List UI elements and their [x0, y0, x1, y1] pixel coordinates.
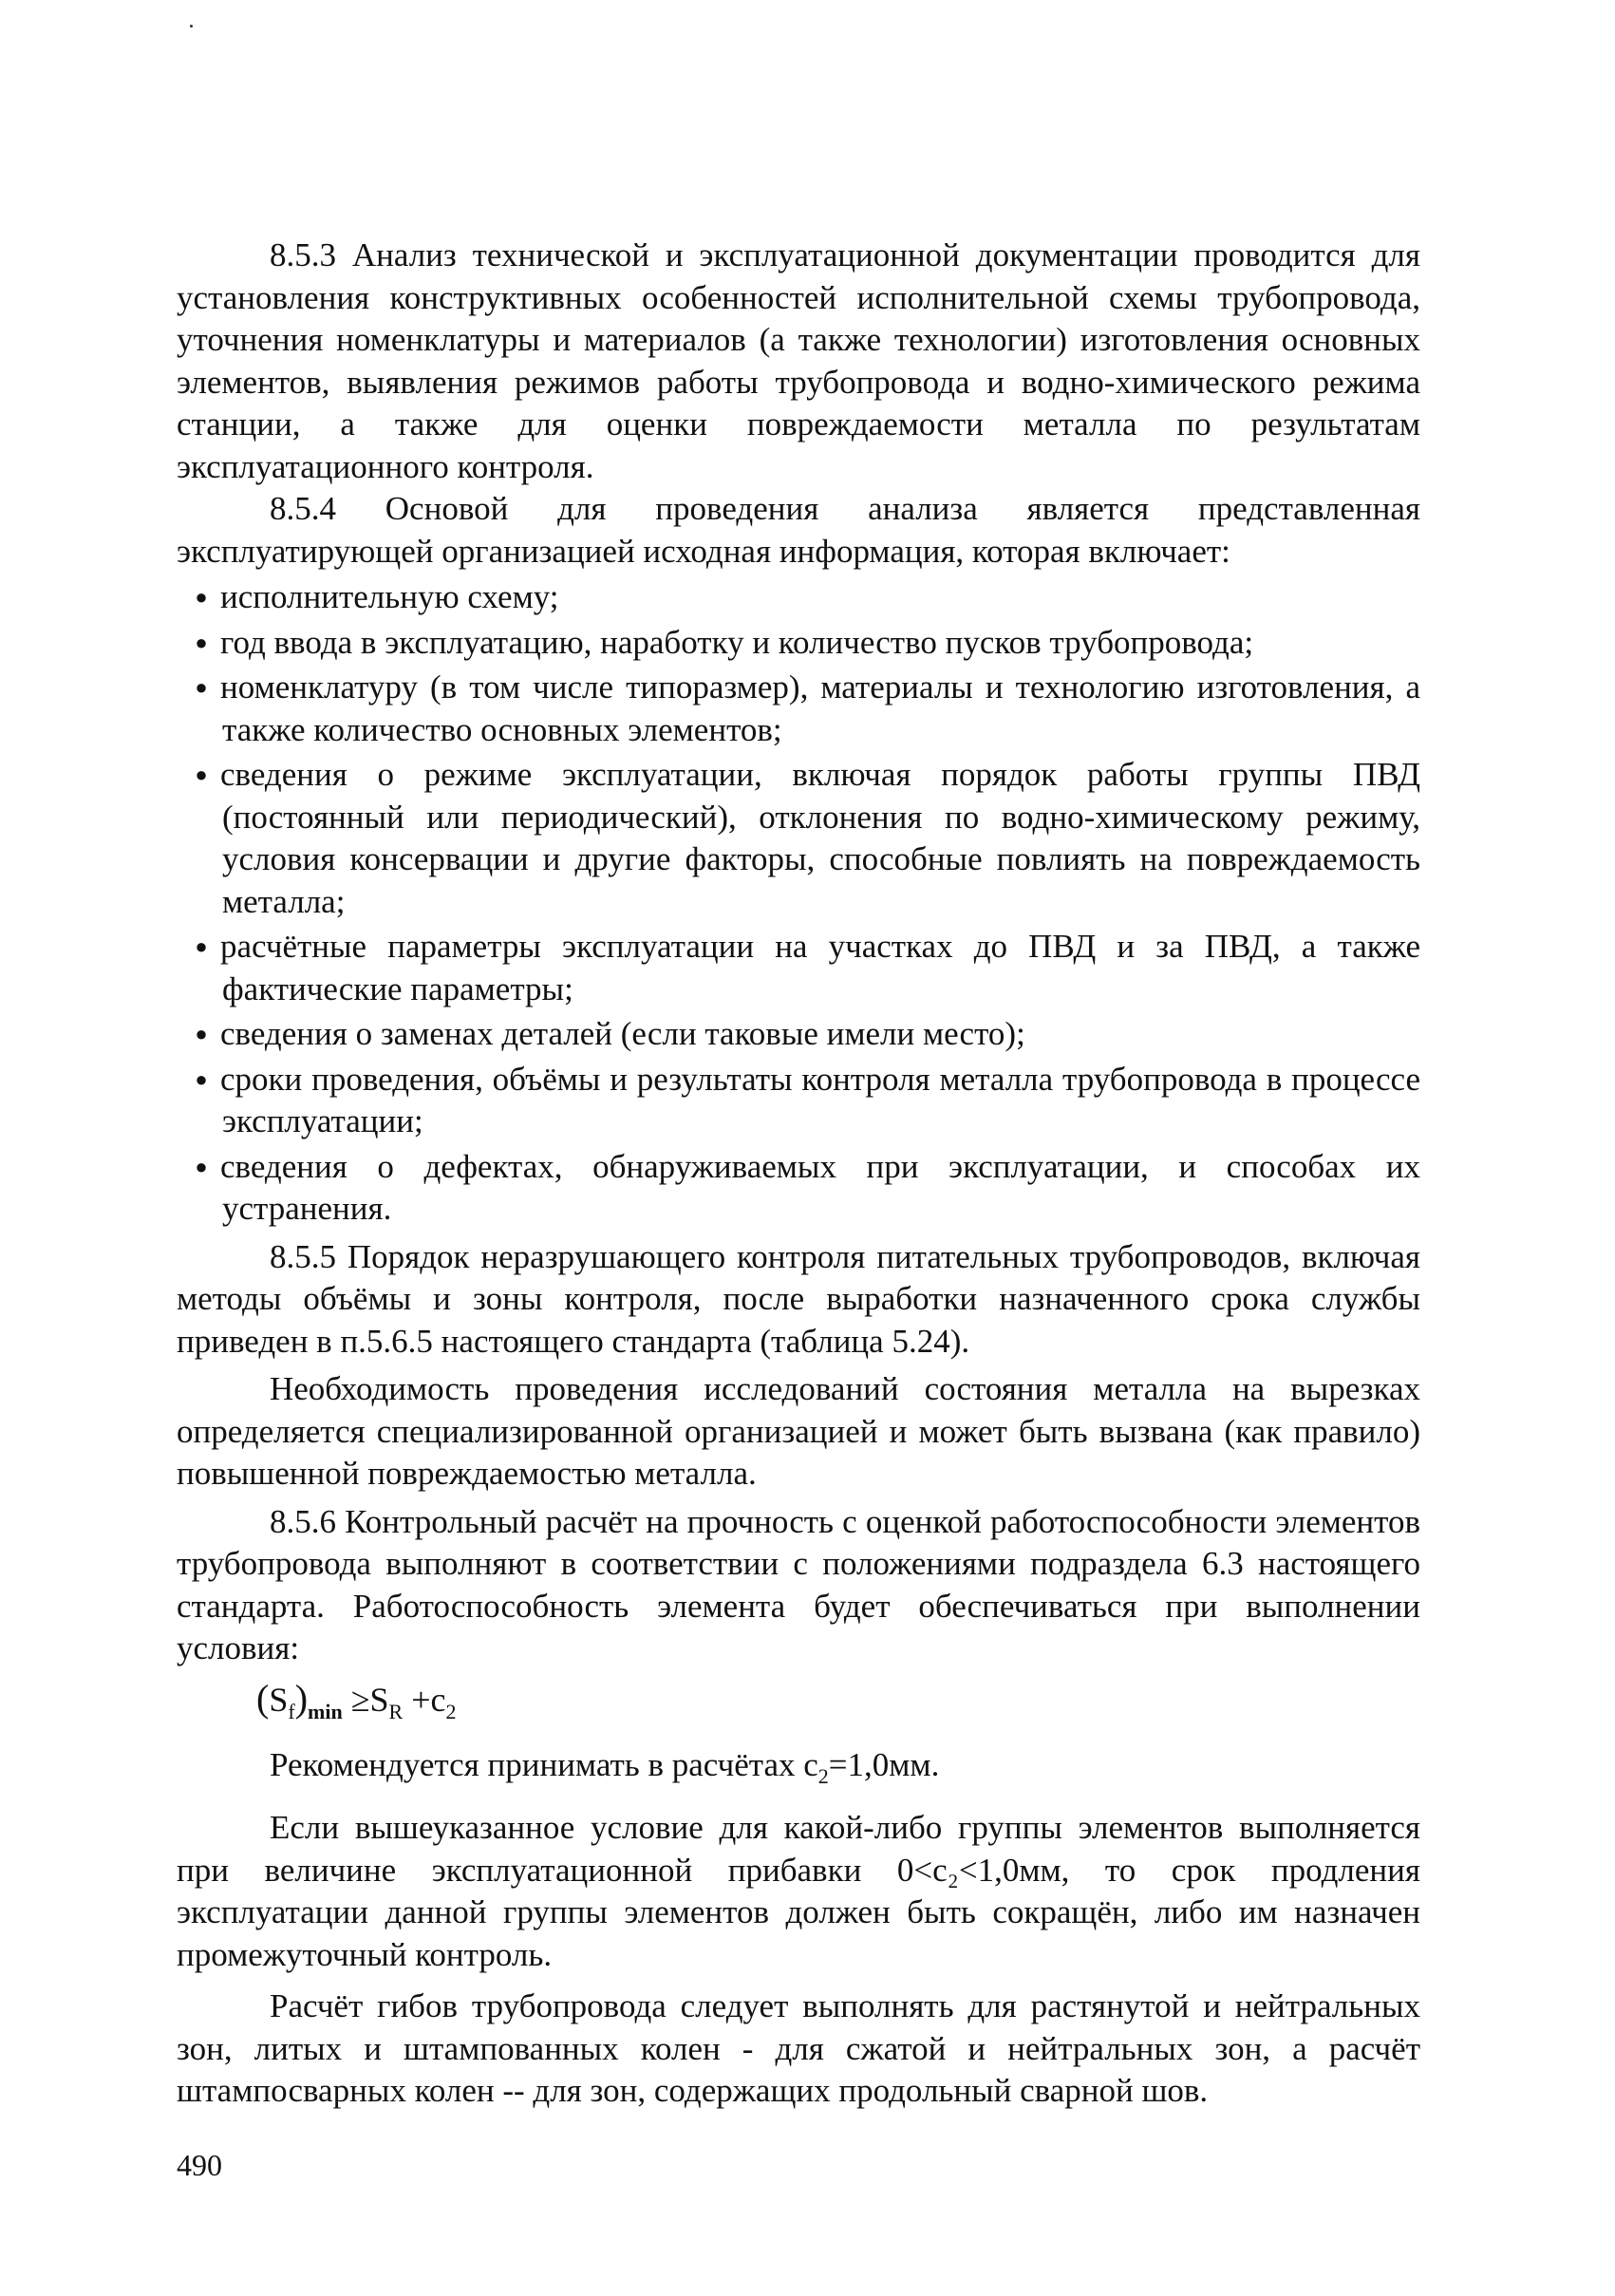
formula-min-subscript: min — [308, 1699, 343, 1723]
paragraph-8-5-6: 8.5.6 Контрольный расчёт на прочность с оценкой работоспособности элементов трубопровода выполняют в соответствии с положениями подраздела 6.3 настоящего стандарта. Работоспособность элемента будет обеспечиваться при выполнении условия: — [177, 1502, 1420, 1666]
paragraph-metal-study: Необходимость проведения исследований состояния металла на вырезках определяется специализированной организацией и может быть вызвана (как правило) повышенной повреждаемостью металла. — [177, 1370, 1420, 1492]
formula-2-subscript: 2 — [445, 1699, 457, 1723]
list-item-text: год ввода в эксплуатацию, наработку и количество пусков трубопровода; — [220, 623, 1254, 661]
recommendation-value: =1,0мм. — [828, 1745, 940, 1783]
paragraph-8-5-3: 8.5.3 Анализ технической и эксплуатационной документации проводится для установления конструктивных особенностей исполнительной схемы трубопровода, уточнения номенклатуры и материалов (а также технологии) изготовления основных элементов, выявления режимов работы трубопровода и водно-химического режима станции, а также для оценки повреждаемости металла по результатам эксплуатационного контроля. — [177, 236, 1420, 485]
list-item-text: сведения о дефектах, обнаруживаемых при эксплуатации, и способах их устранения. — [220, 1147, 1420, 1227]
formula-plus: + — [411, 1680, 431, 1719]
formula-c: c — [430, 1680, 446, 1719]
bullet-icon: ● — [195, 762, 208, 786]
list-item — [177, 576, 1420, 619]
bullet-icon: ● — [195, 1066, 208, 1091]
paragraph-8-5-5: 8.5.5 Порядок неразрушающего контроля питательных трубопроводов, включая методы объёмы и зоны контроля, после выработки назначенного срока службы приведен в п.5.6.5 настоящего стандарта (таблица 5.24). — [177, 1237, 1420, 1360]
list-item — [177, 1013, 1420, 1056]
bullet-icon: ● — [195, 630, 208, 654]
list-item — [177, 926, 1420, 1010]
list-item — [177, 667, 1420, 751]
bullet-icon: ● — [195, 934, 208, 958]
recommendation-line — [177, 1744, 1420, 1798]
formula-close-paren: ) — [294, 1676, 309, 1720]
recommendation-text: Рекомендуется принимать в расчётах c — [270, 1745, 818, 1783]
list-item-text: сроки проведения, объёмы и результаты контроля металла трубопровода в процессе эксплуатации; — [220, 1060, 1420, 1139]
bullet-icon: ● — [195, 1154, 208, 1178]
strength-condition-formula — [177, 1678, 1420, 1733]
scan-speck — [190, 25, 193, 28]
recommendation-subscript: 2 — [817, 1763, 829, 1788]
list-item — [177, 622, 1420, 665]
info-bullet-list — [177, 576, 1420, 1231]
paragraph-allowance-condition: Если вышеуказанное условие для какой-либо группы элементов выполняется при величине эксплуатационной прибавки 0<c₂<1,0мм, то срок продления эксплуатации данной группы элементов должен быть сокращён, либо им назначен промежуточный контроль. — [177, 1809, 1420, 1973]
bullet-icon: ● — [195, 675, 208, 699]
list-item — [177, 1146, 1420, 1231]
bullet-icon: ● — [195, 585, 208, 609]
list-item-text: расчётные параметры эксплуатации на участках до ПВД и за ПВД, а также фактические параметры; — [220, 928, 1420, 1007]
formula-geq: ≥ — [350, 1680, 370, 1719]
document-body — [177, 235, 1420, 2113]
list-item — [177, 754, 1420, 923]
list-item-text: исполнительную схему; — [220, 578, 559, 615]
formula-r-subscript: R — [388, 1699, 404, 1723]
paragraph-bend-calculation: Расчёт гибов трубопровода следует выполнять для растянутой и нейтральных зон, литых и штампованных колен - для сжатой и нейтральных зон, а расчёт штампосварных колен -- для зон, содержащих продольный сварной шов. — [177, 1987, 1420, 2109]
formula-s: S — [269, 1680, 289, 1719]
list-item-text: сведения о режиме эксплуатации, включая порядок работы группы ПВД (постоянный или периодический), отклонения по водно-химическому режиму, условия консервации и другие факторы, способные повлиять на повреждаемость металла; — [220, 756, 1420, 920]
formula-open-paren: ( — [256, 1676, 270, 1720]
list-item-text: номенклатуру (в том числе типоразмер), материалы и технологию изготовления, а также количество основных элементов; — [220, 668, 1420, 748]
formula-f-subscript: f — [288, 1699, 295, 1723]
list-item — [177, 1059, 1420, 1143]
formula-s-r: S — [369, 1680, 389, 1719]
paragraph-8-5-4: 8.5.4 Основой для проведения анализа является представленная эксплуатирующей организацией исходная информация, которая включает: — [177, 490, 1420, 570]
list-item-text: сведения о заменах деталей (если таковые имели место); — [220, 1015, 1025, 1052]
bullet-icon: ● — [195, 1022, 208, 1045]
page-number: 490 — [177, 2148, 222, 2182]
